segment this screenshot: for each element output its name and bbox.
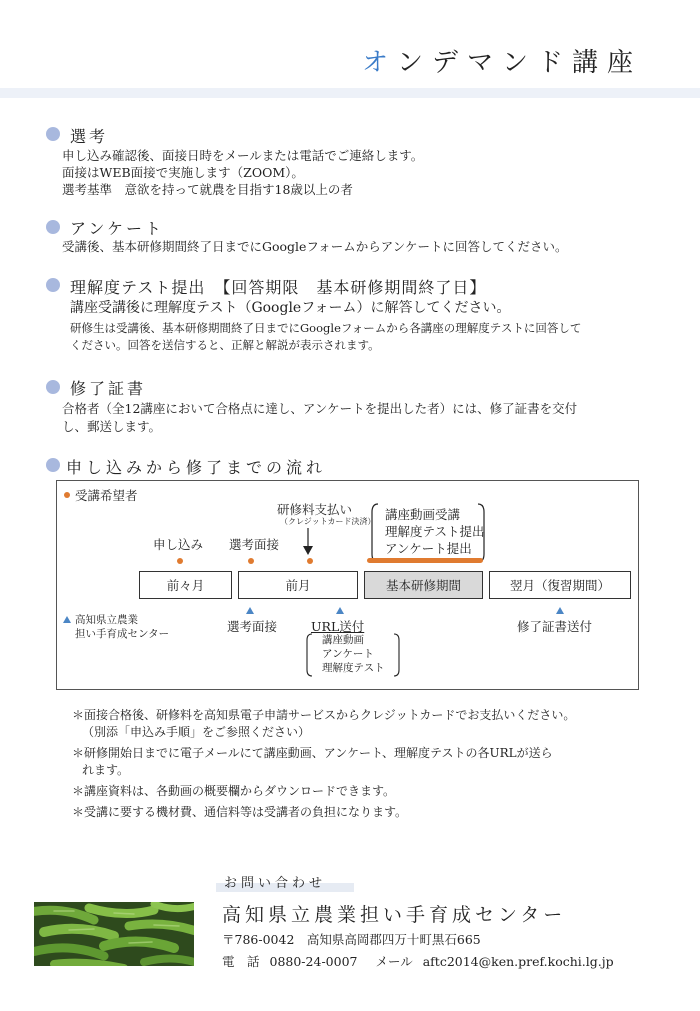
center-triangle-icon [63,616,71,623]
green-pepper-image [34,902,194,966]
selection-interview-label: 選考面接 [229,537,280,552]
phase-basic-training: 基本研修期間 [364,571,483,599]
center-label-1: 高知県立農業 [75,614,138,626]
phase-following-month: 翌月（復習期間） [489,571,631,599]
phone-label: 電 話 [222,954,260,969]
test-subline: 講座受講後に理解度テスト（Googleフォーム）に解答してください。 [70,300,511,316]
note-3: ＊講座資料は、各動画の概要欄からダウンロードできます。 [72,784,396,798]
selection-line-2: 面接はWEB面接で実施します（ZOOM）。 [62,165,304,180]
page-title [362,42,642,79]
cert-triangle-icon [556,607,564,614]
cert-send-event: 修了証書送付 [517,619,593,634]
bullet-dot-icon [46,220,60,234]
url-item-test: 理解度テスト [322,662,385,674]
task-timeline-bar [367,558,483,563]
green-pepper-photo [34,902,194,966]
phase-month-before: 前月 [238,571,358,599]
selection-line-1: 申し込み確認後、面接日時をメールまたは電話でご連絡します。 [62,148,424,163]
task-survey: アンケート提出 [385,541,472,556]
note-2: ＊研修開始日までに電子メールにて講座動画、アンケート、理解度テストの各URLが送ら [72,746,553,760]
bullet-dot-icon [46,380,60,394]
note-4: ＊受講に要する機材費、通信料等は受講者の負担になります。 [72,805,408,819]
selection-line-3: 選考基準 意欲を持って就農を目指す18歳以上の者 [62,182,353,197]
mail-address[interactable]: aftc2014@ken.pref.kochi.lg.jp [422,954,614,969]
org-address: 〒786-0042 高知県高岡郡四万十町黒石665 [222,932,481,947]
apply-dot-icon [177,558,183,564]
interview-event: 選考面接 [227,619,278,634]
note-2-sub: れます。 [82,763,130,777]
bullet-dot-icon [46,278,60,292]
certificate-line-2: し、郵送します。 [62,419,162,434]
center-label-2: 担い手育成センター [75,628,170,640]
certificate-line-1: 合格者（全12講座において合格点に達し、アンケートを提出した者）には、修了証書を交付 [62,401,578,416]
payment-dot-icon [307,558,313,564]
applicant-dot-icon [64,492,70,498]
contact-label: お問い合わせ [224,876,327,891]
apply-label: 申し込み [153,537,204,552]
down-arrow-icon [300,526,316,558]
section-heading-survey: アンケート [70,219,165,238]
task-video: 講座動画受講 [385,507,461,522]
test-detail-2: ください。回答を送信すると、正解と解説が表示されます。 [70,338,380,352]
fee-payment-label: 研修料支払い [277,502,353,517]
url-send-event: URL送付 [311,619,365,634]
fee-payment-sub: （クレジットカード決済） [280,517,376,526]
task-test: 理解度テスト提出 [385,524,485,539]
note-1-sub: （別添「申込み手順」をご参照ください） [82,725,311,739]
url-item-video: 講座動画 [322,634,364,646]
bullet-dot-icon [46,458,60,472]
survey-line: 受講後、基本研修期間終了日までにGoogleフォームからアンケートに回答してください。 [62,239,568,254]
section-heading-flow: 申し込みから修了までの流れ [66,458,327,477]
interview-dot-icon [248,558,254,564]
section-heading-certificate: 修了証書 [70,379,147,398]
applicant-label: 受講希望者 [75,488,138,503]
bullet-dot-icon [46,127,60,141]
mail-label: メール [375,954,413,969]
section-heading-test: 理解度テスト提出 【回答期限 基本研修期間終了日】 [70,278,487,297]
section-heading-selection: 選考 [70,127,109,146]
page-title-first-char: オ [361,48,397,78]
header-band [0,88,700,98]
interview-triangle-icon [246,607,254,614]
phase-2-months-before: 前々月 [139,571,232,599]
url-item-survey: アンケート [322,648,374,660]
url-triangle-icon [336,607,344,614]
test-detail-1: 研修生は受講後、基本研修期間終了日までにGoogleフォームから各講座の理解度テストに回答して [70,321,582,335]
phone-number[interactable]: 0880-24-0007 [269,954,358,969]
page-title-rest: ンデマンド講座 [396,48,642,78]
contact-line [222,952,614,970]
note-1: ＊面接合格後、研修料を高知県電子申請サービスからクレジットカードでお支払いください。 [72,708,576,722]
org-name: 高知県立農業担い手育成センター [222,904,567,926]
